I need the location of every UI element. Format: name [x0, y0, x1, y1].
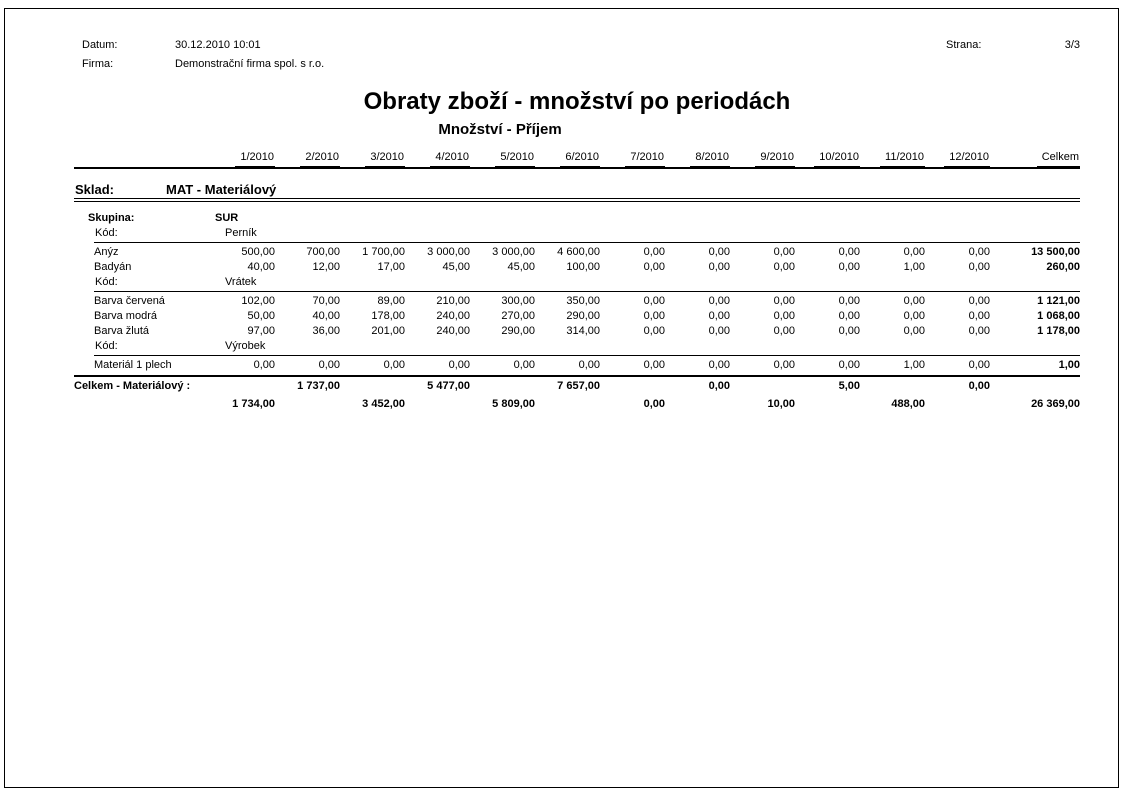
- item-rows: [74, 243, 1080, 275]
- grand-total-value: 3 452,00: [362, 398, 405, 410]
- item-value: 0,00: [708, 359, 730, 371]
- item-value: 50,00: [247, 310, 275, 322]
- item-value: 0,00: [513, 359, 535, 371]
- period-header: [340, 150, 405, 167]
- company-value: Demonstrační firma spol. s r.o.: [175, 58, 325, 70]
- item-rows: [74, 356, 1080, 373]
- item-value: 0,00: [643, 310, 665, 322]
- period-header-text: 3/2010: [365, 150, 405, 167]
- grand-total-value: [925, 397, 990, 413]
- item-value: 500,00: [241, 246, 275, 258]
- date-value: 30.12.2010 10:01: [175, 39, 261, 51]
- report-subtitle: Množství - Příjem: [438, 121, 562, 138]
- item-name: Materiál 1 plech: [94, 359, 172, 371]
- grand-total-value: [860, 379, 925, 395]
- item-value: 3 000,00: [427, 246, 470, 258]
- item-value: 102,00: [241, 295, 275, 307]
- item-value: 0,00: [253, 359, 275, 371]
- item-value: 0,00: [773, 261, 795, 273]
- item-value: 0,00: [708, 246, 730, 258]
- grand-total-value: [340, 379, 405, 395]
- page-number-label: Strana:: [946, 39, 982, 51]
- item-value: 240,00: [436, 310, 470, 322]
- period-header: [795, 150, 860, 167]
- period-header-text: 12/2010: [944, 150, 990, 167]
- code-value: Výrobek: [225, 340, 266, 352]
- period-header-text: 2/2010: [300, 150, 340, 167]
- table-row: [74, 324, 1080, 339]
- item-value: 0,00: [968, 246, 990, 258]
- grand-total-value: 10,00: [767, 398, 795, 410]
- code-label: Kód:: [95, 227, 118, 239]
- item-name: Anýz: [94, 246, 119, 258]
- item-name: Barva žlutá: [94, 325, 150, 337]
- period-header-text: 8/2010: [690, 150, 730, 167]
- grand-total-row-1: [74, 377, 1080, 395]
- period-header-text: 4/2010: [430, 150, 470, 167]
- period-header-text: 6/2010: [560, 150, 600, 167]
- item-value: 0,00: [968, 261, 990, 273]
- item-value: 0,00: [838, 261, 860, 273]
- table-row: [74, 245, 1080, 260]
- item-value: 0,00: [903, 246, 925, 258]
- item-value: 0,00: [773, 246, 795, 258]
- item-total: 1 068,00: [1037, 310, 1080, 322]
- grand-total-value: 5 477,00: [427, 380, 470, 392]
- grand-total-value: [600, 379, 665, 395]
- grand-total-value: 1 734,00: [232, 398, 275, 410]
- grand-total-value: [730, 379, 795, 395]
- code-label: Kód:: [95, 340, 118, 352]
- period-header-text: 5/2010: [495, 150, 535, 167]
- item-value: 0,00: [968, 310, 990, 322]
- group-row: [74, 212, 1080, 226]
- item-value: 0,00: [318, 359, 340, 371]
- grand-total-sum: 26 369,00: [1031, 398, 1080, 410]
- period-header-text: 7/2010: [625, 150, 665, 167]
- item-value: 0,00: [708, 310, 730, 322]
- item-value: 3 000,00: [492, 246, 535, 258]
- code-row: [74, 226, 1080, 241]
- item-value: 0,00: [773, 359, 795, 371]
- grand-total-value: [795, 397, 860, 413]
- warehouse-row: [74, 182, 1080, 198]
- item-value: 100,00: [566, 261, 600, 273]
- item-value: 290,00: [566, 310, 600, 322]
- period-header: [600, 150, 665, 167]
- item-value: 300,00: [501, 295, 535, 307]
- period-header-text: 11/2010: [880, 150, 925, 167]
- company-label: Firma:: [82, 58, 114, 70]
- item-total: 13 500,00: [1031, 246, 1080, 258]
- item-value: 45,00: [442, 261, 470, 273]
- grand-total-value: 5,00: [838, 380, 860, 392]
- item-value: 1,00: [903, 261, 925, 273]
- item-value: 201,00: [371, 325, 405, 337]
- item-value: 40,00: [247, 261, 275, 273]
- page-number-value: 3/3: [1064, 39, 1080, 51]
- grand-total-sum: [990, 379, 1080, 395]
- item-value: 0,00: [643, 325, 665, 337]
- grand-total-value: 0,00: [708, 380, 730, 392]
- item-value: 0,00: [643, 295, 665, 307]
- item-total: 1 178,00: [1037, 325, 1080, 337]
- item-value: 4 600,00: [557, 246, 600, 258]
- table-row: [74, 358, 1080, 373]
- code-value: Perník: [225, 227, 257, 239]
- group-value: SUR: [215, 212, 239, 224]
- item-value: 0,00: [968, 295, 990, 307]
- item-name: Barva modrá: [94, 310, 157, 322]
- grand-total-value: [470, 379, 535, 395]
- period-header-row: [74, 150, 1080, 167]
- item-total: 260,00: [1046, 261, 1080, 273]
- warehouse-label: Sklad:: [75, 182, 115, 197]
- item-value: 1,00: [903, 359, 925, 371]
- item-value: 0,00: [838, 325, 860, 337]
- period-header-text: 10/2010: [814, 150, 860, 167]
- item-value: 0,00: [838, 246, 860, 258]
- item-value: 0,00: [383, 359, 405, 371]
- item-value: 45,00: [507, 261, 535, 273]
- item-value: 700,00: [306, 246, 340, 258]
- item-value: 0,00: [838, 295, 860, 307]
- item-name: Badyán: [94, 261, 132, 273]
- grand-total-value: [405, 397, 470, 413]
- item-value: 0,00: [773, 295, 795, 307]
- period-header: [535, 150, 600, 167]
- item-value: 0,00: [903, 310, 925, 322]
- item-value: 70,00: [312, 295, 340, 307]
- item-value: 40,00: [312, 310, 340, 322]
- item-value: 0,00: [708, 325, 730, 337]
- grand-total-value: 1 737,00: [297, 380, 340, 392]
- total-header: [990, 150, 1080, 167]
- item-value: 178,00: [371, 310, 405, 322]
- warehouse-value: MAT - Materiálový: [166, 182, 277, 197]
- code-value: Vrátek: [225, 276, 257, 288]
- period-header-text: 9/2010: [755, 150, 795, 167]
- date-label: Datum:: [82, 39, 118, 51]
- period-header: [470, 150, 535, 167]
- item-value: 0,00: [578, 359, 600, 371]
- item-name: Barva červená: [94, 295, 165, 307]
- item-value: 0,00: [838, 359, 860, 371]
- period-header: [275, 150, 340, 167]
- warehouse-rule: [74, 198, 1080, 202]
- report-table: [74, 150, 1080, 413]
- sections: [74, 226, 1080, 373]
- code-row: [74, 275, 1080, 290]
- table-row: [74, 260, 1080, 275]
- item-value: 0,00: [968, 359, 990, 371]
- item-rows: [74, 292, 1080, 339]
- code-row: [74, 339, 1080, 354]
- item-value: 97,00: [247, 325, 275, 337]
- item-value: 350,00: [566, 295, 600, 307]
- grand-total-value: 488,00: [891, 398, 925, 410]
- table-row: [74, 309, 1080, 324]
- grand-total-value: [275, 397, 340, 413]
- table-row: [74, 294, 1080, 309]
- grand-total-value: 7 657,00: [557, 380, 600, 392]
- item-value: 12,00: [312, 261, 340, 273]
- code-label: Kód:: [95, 276, 118, 288]
- item-value: 314,00: [566, 325, 600, 337]
- item-value: 0,00: [643, 246, 665, 258]
- item-value: 1 700,00: [362, 246, 405, 258]
- item-value: 0,00: [773, 325, 795, 337]
- grand-total-value: 5 809,00: [492, 398, 535, 410]
- item-value: 0,00: [773, 310, 795, 322]
- period-header: [860, 150, 925, 167]
- item-value: 0,00: [903, 325, 925, 337]
- item-value: 0,00: [708, 261, 730, 273]
- item-value: 36,00: [312, 325, 340, 337]
- item-value: 240,00: [436, 325, 470, 337]
- grand-total-label: Celkem - Materiálový :: [74, 380, 191, 392]
- item-value: 17,00: [377, 261, 405, 273]
- period-header: [665, 150, 730, 167]
- grand-total-label: [74, 397, 210, 413]
- item-value: 0,00: [838, 310, 860, 322]
- total-header-text: Celkem: [1037, 150, 1080, 167]
- item-value: 270,00: [501, 310, 535, 322]
- item-value: 0,00: [968, 325, 990, 337]
- item-value: 89,00: [377, 295, 405, 307]
- grand-total-value: 0,00: [643, 398, 665, 410]
- item-value: 0,00: [903, 295, 925, 307]
- item-total: 1,00: [1058, 359, 1080, 371]
- period-header: [405, 150, 470, 167]
- period-header-text: 1/2010: [235, 150, 275, 167]
- item-value: 210,00: [436, 295, 470, 307]
- period-header: [730, 150, 795, 167]
- item-value: 0,00: [643, 359, 665, 371]
- item-value: 0,00: [643, 261, 665, 273]
- grand-total-row-2: [74, 395, 1080, 413]
- item-value: 290,00: [501, 325, 535, 337]
- header-rule: [74, 167, 1080, 169]
- grand-total-value: [535, 397, 600, 413]
- grand-total-value: [665, 397, 730, 413]
- item-total: 1 121,00: [1037, 295, 1080, 307]
- period-header: [210, 150, 275, 167]
- period-header: [925, 150, 990, 167]
- item-value: 0,00: [448, 359, 470, 371]
- report-title: Obraty zboží - množství po periodách: [363, 88, 791, 115]
- grand-total-value: [210, 379, 275, 395]
- grand-total-value: 0,00: [968, 380, 990, 392]
- group-label: Skupina:: [88, 212, 135, 224]
- item-value: 0,00: [708, 295, 730, 307]
